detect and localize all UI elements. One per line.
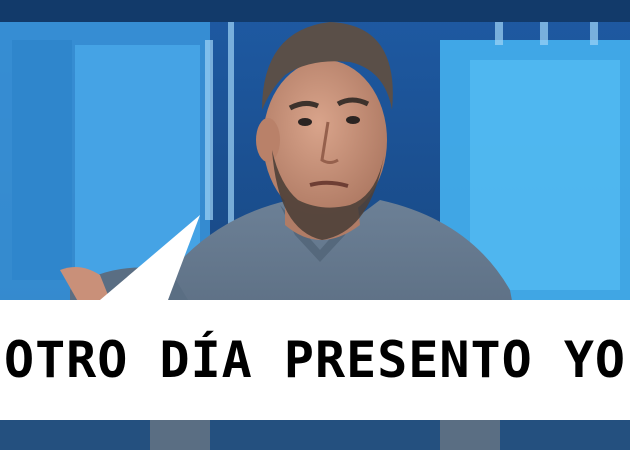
speech-bubble bbox=[0, 300, 630, 420]
caption-text: OTRO DÍA PRESENTO YO bbox=[3, 331, 627, 389]
